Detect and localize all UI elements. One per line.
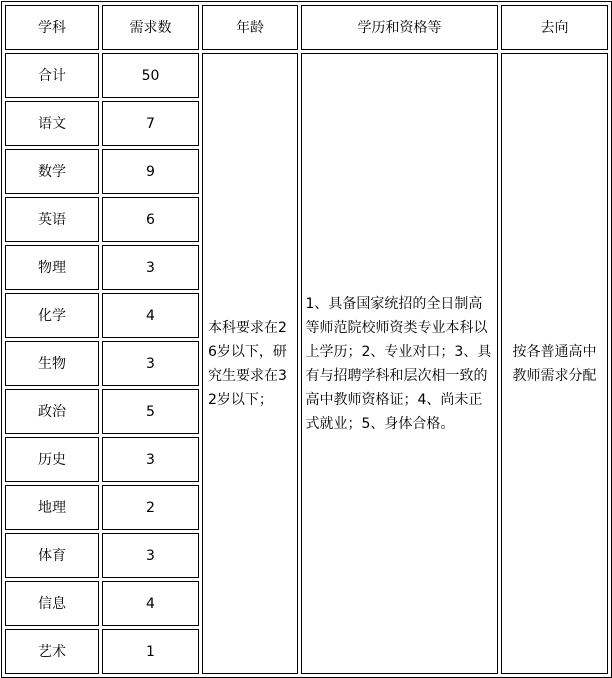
destination-text: 按各普通高中教师需求分配: [512, 343, 597, 384]
qualification-requirement-text: 1、具备国家统招的全日制高等师范院校师资类专业本科以上学历；2、专业对口；3、具有与招聘学科和层次相一致的高中教师资格证；4、尚未正式就业；5、身体合格。: [305, 295, 492, 432]
demand-cell: 3: [102, 341, 199, 386]
header-demand: 需求数: [102, 5, 199, 50]
subject-cell: 数学: [5, 149, 99, 194]
header-destination: 去向: [501, 5, 608, 50]
demand-cell: 50: [102, 53, 199, 98]
table-body: [5, 5, 608, 674]
header-age: 年龄: [202, 5, 298, 50]
recruitment-table: [1, 1, 612, 678]
qualification-requirement-cell: [301, 53, 498, 674]
destination-cell: [501, 53, 608, 674]
table-row: [5, 53, 608, 98]
demand-cell: 5: [102, 389, 199, 434]
header-qualification: 学历和资格等: [301, 5, 498, 50]
demand-cell: 2: [102, 485, 199, 530]
subject-cell: 生物: [5, 341, 99, 386]
subject-cell: 物理: [5, 245, 99, 290]
subject-cell: 地理: [5, 485, 99, 530]
subject-cell: 语文: [5, 101, 99, 146]
header-row: [5, 5, 608, 50]
subject-cell: 信息: [5, 581, 99, 626]
demand-cell: 4: [102, 581, 199, 626]
subject-cell: 合计: [5, 53, 99, 98]
subject-cell: 艺术: [5, 629, 99, 674]
demand-cell: 3: [102, 437, 199, 482]
subject-cell: 政治: [5, 389, 99, 434]
demand-cell: 3: [102, 245, 199, 290]
subject-cell: 体育: [5, 533, 99, 578]
age-requirement-text: 本科要求在26岁以下，研究生要求在32岁以下；: [208, 319, 287, 408]
subject-cell: 化学: [5, 293, 99, 338]
header-subject: 学科: [5, 5, 99, 50]
demand-cell: 9: [102, 149, 199, 194]
demand-cell: 7: [102, 101, 199, 146]
subject-cell: 英语: [5, 197, 99, 242]
demand-cell: 6: [102, 197, 199, 242]
demand-cell: 3: [102, 533, 199, 578]
age-requirement-cell: [202, 53, 298, 674]
demand-cell: 1: [102, 629, 199, 674]
demand-cell: 4: [102, 293, 199, 338]
subject-cell: 历史: [5, 437, 99, 482]
